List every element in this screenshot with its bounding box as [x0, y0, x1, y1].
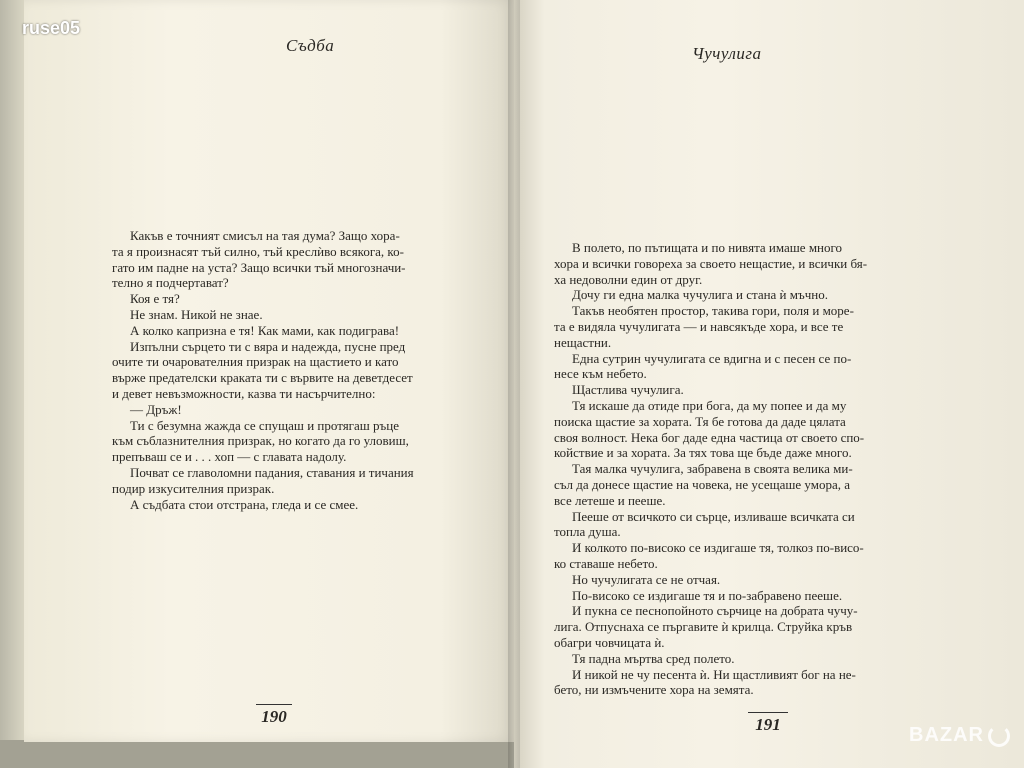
text-line: ко ставаше небето. [554, 555, 658, 571]
right-page [514, 0, 1024, 768]
text-line: И никой не чу песента ѝ. Ни щастливият бог на не- [572, 666, 856, 682]
text-line: Изпълни сърцето ти с вяра и надежда, пусне пред [130, 338, 406, 354]
text-line: А колко капризна е тя! Как мами, как подиграва! [130, 322, 400, 338]
text-line: Тая малка чучулига, забравена в своята велика ми- [572, 461, 853, 477]
text-line: Щастлива чучулига. [572, 382, 684, 398]
text-line: И пукна се песнопойното сърчице на добрата чучу- [572, 603, 858, 619]
text-line: нещастни. [554, 334, 612, 350]
text-line: Тя искаше да отиде при бога, да му попее и да му [572, 397, 847, 413]
logo-mark-icon [988, 725, 1010, 747]
text-line: Дочу ги една малка чучулига и стана ѝ мъчно. [572, 287, 828, 303]
text-line: та я произнасят тъй силно, тъй креслѝво всякога, ко- [112, 243, 404, 259]
left-page [24, 0, 514, 742]
bazar-logo [909, 724, 1010, 747]
text-line: Една сутрин чучулигата се вдигна и с песен се по- [572, 350, 852, 366]
text-line: поиска щастие за хората. Тя бе готова да даде цялата [554, 413, 846, 429]
text-line: Тя падна мъртва сред полето. [572, 650, 735, 666]
right-text-block [554, 240, 978, 698]
text-line: съл да донесе щастие на човека, не усещаше умора, а [554, 476, 851, 492]
left-running-head: Съдба [286, 36, 335, 55]
left-text-block [112, 228, 484, 512]
text-line: хора и всички говореха за своето нещастие, и всички бя- [554, 255, 868, 271]
watermark-username: ruse05 [22, 18, 81, 38]
text-line: Такъв необятен простор, такива гори, поля и море- [572, 303, 854, 319]
text-line: върже предателски краката ти с вървите на деветдесет [112, 370, 413, 386]
text-line: към съблазнителния призрак, но когато да го уловиш, [112, 433, 409, 449]
text-line: И колкото по-високо се издигаше тя, толкоз по-висо- [572, 540, 864, 556]
text-line: В полето, по пътищата и по нивята имаше много [572, 240, 843, 255]
text-line: топла душа. [554, 524, 621, 540]
text-line: Ти с безумна жажда се спущаш и протягаш ръце [130, 417, 399, 433]
text-line: лига. Отпуснаха се пъргавите ѝ крилца. Струйка кръв [554, 619, 853, 635]
text-line: очите ти очарователния призрак на щастието и като [112, 354, 399, 370]
text-line: та е видяла чучулигата — и навсякъде хора, и все те [554, 318, 844, 334]
text-line: — Дръж! [130, 401, 182, 417]
text-line: подир изкусителния призрак. [112, 480, 275, 496]
text-line: Почват се главоломни падания, ставания и тичания [130, 464, 414, 480]
text-line: койствие и за хората. За тях това ще бъде даже много. [554, 445, 852, 461]
text-line: телно я подчертават? [112, 275, 229, 291]
text-line: Коя е тя? [130, 291, 180, 307]
text-line: Пееше от всичкото си сърце, изливаше всичката си [572, 508, 855, 524]
text-line: гато им падне на уста? Защо всички тъй многозначи- [112, 259, 406, 275]
text-line: Но чучулигата се не отчая. [572, 571, 721, 587]
logo-text: BAZAR [909, 724, 984, 746]
text-line: своя волност. Нека бог даде една частица от своето спо- [554, 429, 865, 445]
left-page-number: 190 [256, 704, 292, 727]
text-line: и девет невъзможности, казва ти насърчително: [112, 385, 376, 401]
right-page-number: 191 [748, 712, 788, 735]
text-line: несе към небето. [554, 366, 647, 382]
text-line: обагри човчицата ѝ. [554, 634, 665, 650]
right-running-head: Чучулига [692, 44, 762, 63]
text-line: все летеше и пееше. [554, 492, 666, 508]
text-line: бето, ни измъчените хора на земята. [554, 682, 754, 698]
text-line: препъваш се и . . . хоп — с главата надолу. [112, 449, 347, 465]
text-line: Не знам. Никой не знае. [130, 306, 263, 322]
book-gutter [508, 0, 520, 768]
text-line: А съдбата стои отстрана, гледа и се смее. [130, 496, 359, 512]
text-line: ха недоволни един от друг. [554, 271, 703, 287]
text-line: По-високо се издигаше тя и по-забравено пееше. [572, 587, 843, 603]
text-line: Какъв е точният смисъл на тая дума? Защо хора- [130, 228, 400, 243]
